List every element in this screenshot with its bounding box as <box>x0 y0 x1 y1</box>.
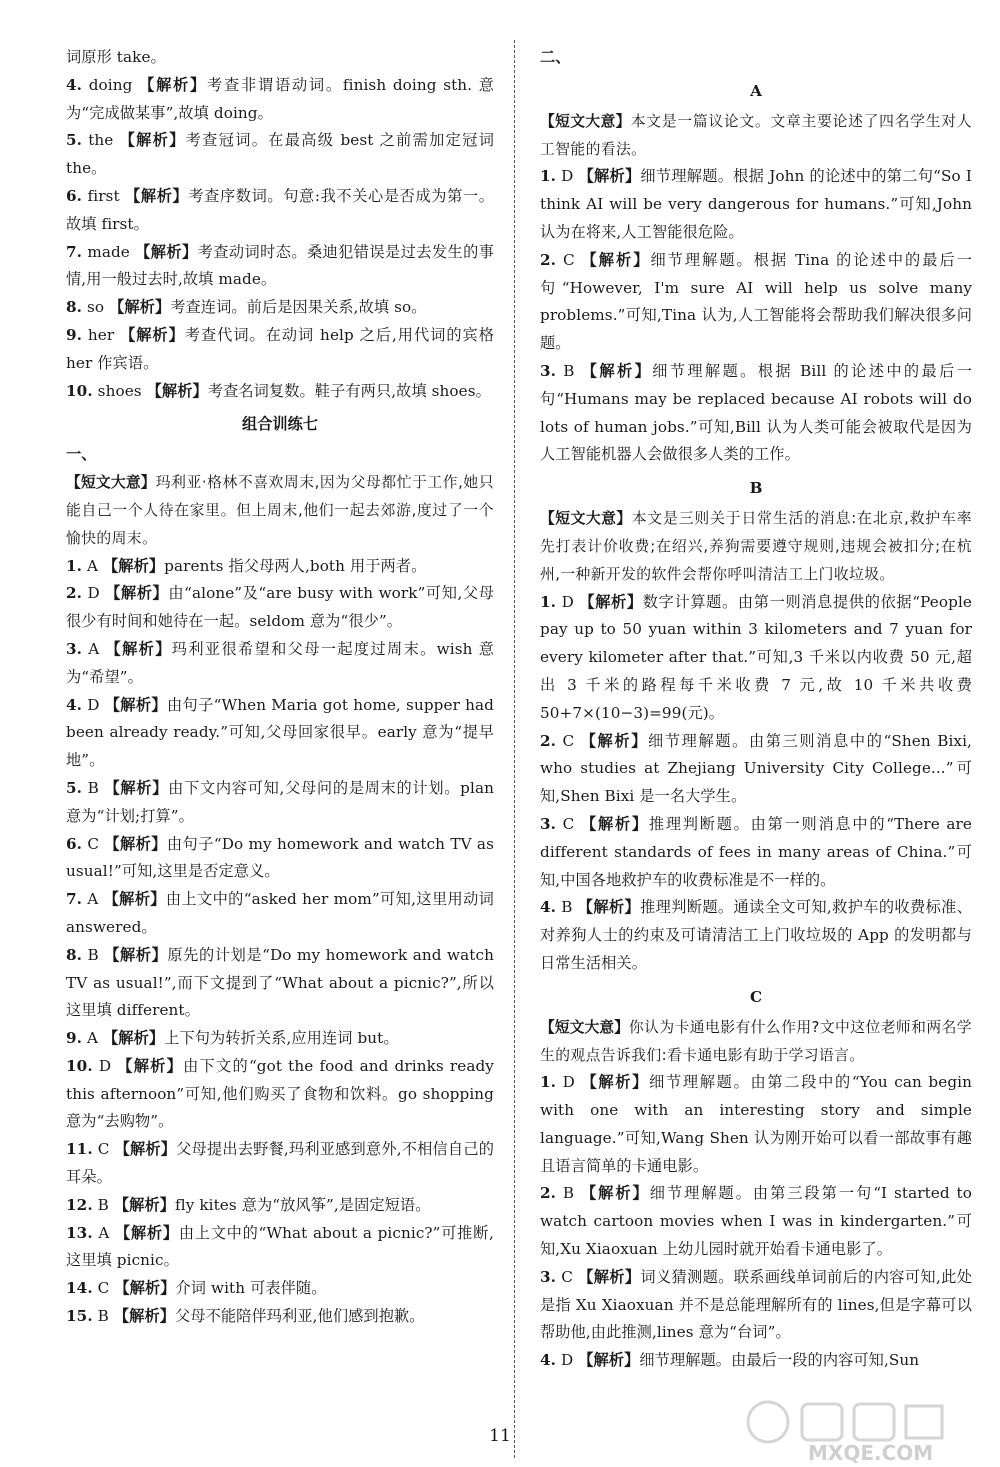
item-number: 6. <box>66 186 83 205</box>
item-explanation: 细节理解题。由第二段中的“You can begin with one with an interesting story and simple language.”可知,Wang Shen 认为刚开始可以看一部故事有趣且语言简单的卡通电影。 <box>540 1073 972 1175</box>
analysis-tag: 【解析】 <box>103 1029 165 1048</box>
item-explanation: 细节理解题。由最后一段的内容可知,Sun <box>639 1351 920 1370</box>
item-answer: B <box>87 945 99 964</box>
item-explanation: 数字计算题。由第一则消息提供的依据“People pay up to 50 yuan within 3 kilometers and 7 yuan for every kilometer after that.”可知,3 千米以内收费 50 元,超出 3 千米的路程每千米收费 7 元,故 10 千米共收费 50+7×(10−3)=99(元)。 <box>540 592 972 722</box>
item-answer: D <box>561 167 574 186</box>
answer-item <box>66 1303 494 1331</box>
answer-item <box>66 1220 494 1276</box>
item-explanation: 考查非谓语动词。finish doing sth. 意为“完成做某事”,故填 doing。 <box>66 75 495 122</box>
answer-item <box>66 553 494 581</box>
section-heading: 组合训练七 <box>242 415 318 434</box>
answer-item <box>66 1136 494 1192</box>
analysis-tag: 【解析】 <box>109 298 171 317</box>
passage-summary <box>540 1014 972 1070</box>
summary-text: 本文是一篇议论文。文章主要论述了四名学生对人工智能的看法。 <box>540 112 972 158</box>
analysis-tag: 【解析】 <box>105 584 169 603</box>
answer-item <box>540 894 972 977</box>
item-answer: C <box>87 834 100 853</box>
item-explanation: 由下文的“got the food and drinks ready this afternoon”可知,他们购买了食物和饮料。go shopping 意为“去购物”。 <box>66 1056 494 1131</box>
item-explanation: 考查连词。前后是因果关系,故填 so。 <box>170 298 427 317</box>
item-number: 10. <box>66 1056 93 1075</box>
item-number: 3. <box>540 361 557 380</box>
item-number: 11. <box>66 1140 93 1159</box>
answer-item <box>540 589 972 728</box>
watermark-box-icon <box>802 1404 842 1440</box>
answer-item <box>66 636 494 692</box>
left-column <box>66 44 494 1331</box>
answer-item <box>66 1025 494 1053</box>
answer-item <box>540 728 972 811</box>
item-number: 1. <box>540 592 557 611</box>
answer-item <box>540 1180 972 1263</box>
answer-item <box>66 692 494 775</box>
analysis-tag: 【解析】 <box>577 898 641 917</box>
item-number: 3. <box>66 639 83 658</box>
page-number: 11 <box>489 1426 511 1446</box>
item-explanation: 由上文中的“What about a picnic?”可推断,这里填 picnic。 <box>66 1223 494 1270</box>
analysis-tag: 【解析】 <box>135 242 198 261</box>
item-explanation: 原先的计划是“Do my homework and watch TV as usual!”,而下文提到了“What about a picnic?”,所以这里填 different。 <box>66 945 494 1020</box>
analysis-tag: 【解析】 <box>581 814 649 833</box>
item-answer: C <box>562 731 575 750</box>
analysis-tag: 【解析】 <box>114 1279 176 1298</box>
item-answer: D <box>561 592 574 611</box>
summary-tag: 【短文大意】 <box>540 510 632 528</box>
analysis-tag: 【解析】 <box>103 556 165 575</box>
summary-text: 本文是三则关于日常生活的消息:在北京,救护车率先打表计价收费;在绍兴,养狗需要遵守规则,违规会被扣分;在杭州,一种新开发的软件会帮你呼叫清洁工上门收垃圾。 <box>540 510 972 583</box>
analysis-tag: 【解析】 <box>115 1223 179 1242</box>
item-number: 7. <box>66 242 83 261</box>
answer-item <box>66 1275 494 1303</box>
item-explanation: 由上文中的“asked her mom”可知,这里用动词 answered。 <box>66 890 494 936</box>
item-explanation: 考查名词复数。鞋子有两只,故填 shoes。 <box>207 381 491 400</box>
item-number: 8. <box>66 945 83 964</box>
item-answer: C <box>562 814 575 833</box>
column-divider <box>514 40 515 1458</box>
item-answer: B <box>562 1184 575 1203</box>
item-answer: D <box>87 584 100 603</box>
item-answer: B <box>87 778 99 797</box>
item-number: 15. <box>66 1307 93 1326</box>
item-explanation: 考查动词时态。桑迪犯错误是过去发生的事情,用一般过去时,故填 made。 <box>66 242 494 289</box>
watermark-box-icon <box>854 1404 894 1440</box>
item-answer: D <box>87 695 100 714</box>
analysis-tag: 【解析】 <box>581 361 653 380</box>
item-answer: A <box>87 890 99 909</box>
analysis-tag: 【解析】 <box>579 592 643 611</box>
answer-item <box>66 1192 494 1220</box>
answer-item <box>66 886 494 942</box>
item-number: 9. <box>66 325 83 344</box>
answer-item <box>540 1069 972 1180</box>
answer-item <box>540 811 972 894</box>
analysis-tag: 【解析】 <box>104 834 167 853</box>
analysis-tag: 【解析】 <box>117 1056 184 1075</box>
summary-tag: 【短文大意】 <box>540 1018 629 1036</box>
analysis-tag: 【解析】 <box>581 1073 650 1092</box>
part-number: 一、 <box>66 445 97 464</box>
passage-summary <box>540 505 972 588</box>
analysis-tag: 【解析】 <box>578 1351 640 1370</box>
answer-item <box>540 1347 972 1375</box>
passage-summary <box>66 469 494 552</box>
item-number: 4. <box>66 695 83 714</box>
part-number: 二、 <box>540 48 571 66</box>
item-explanation: 由“alone”及“are busy with work”可知,父母很少有时间和她待在一起。seldom 意为“很少”。 <box>66 584 494 631</box>
item-answer: her <box>87 325 115 344</box>
analysis-tag: 【解析】 <box>580 731 649 750</box>
analysis-tag: 【解析】 <box>104 695 167 714</box>
item-answer: B <box>97 1195 109 1214</box>
item-explanation: 由下文内容可知,父母问的是周末的计划。plan 意为“计划;打算”。 <box>66 778 494 825</box>
item-number: 14. <box>66 1279 93 1298</box>
analysis-tag: 【解析】 <box>125 186 189 205</box>
analysis-tag: 【解析】 <box>578 1267 641 1286</box>
answer-item <box>66 239 494 295</box>
item-number: 2. <box>540 731 557 750</box>
item-number: 2. <box>66 584 83 603</box>
item-number: 6. <box>66 834 83 853</box>
section-heading: B <box>749 479 763 498</box>
item-explanation: 考查冠词。在最高级 best 之前需加定冠词 the。 <box>66 131 494 178</box>
item-answer: doing <box>88 75 133 94</box>
passage-summary <box>540 108 972 164</box>
watermark-domain: MXQE.COM <box>808 1441 934 1464</box>
analysis-tag: 【解析】 <box>114 1140 177 1159</box>
answer-item <box>66 942 494 1025</box>
right-column <box>540 44 972 1375</box>
item-answer: D <box>562 1073 575 1092</box>
item-number: 10. <box>66 381 93 400</box>
answer-item <box>66 1053 494 1136</box>
answer-item <box>66 322 494 378</box>
summary-text: 你认为卡通电影有什么作用?文中这位老师和两名学生的观点告诉我们:看卡通电影有助于学习语言。 <box>540 1018 972 1064</box>
item-number: 5. <box>66 778 83 797</box>
item-number: 4. <box>66 75 83 94</box>
item-answer: B <box>561 898 573 917</box>
item-number: 5. <box>66 131 83 150</box>
item-explanation: 父母不能陪伴玛利亚,他们感到抱歉。 <box>175 1307 425 1326</box>
item-number: 1. <box>540 1073 557 1092</box>
item-number: 8. <box>66 298 83 317</box>
item-explanation: 由句子“Do my homework and watch TV as usual!”可知,这里是否定意义。 <box>66 834 494 881</box>
item-number: 3. <box>540 1267 557 1286</box>
item-number: 4. <box>540 898 557 917</box>
analysis-tag: 【解析】 <box>578 167 641 186</box>
item-number: 7. <box>66 890 83 909</box>
item-explanation: parents 指父母两人,both 用于两者。 <box>164 556 427 575</box>
answer-item <box>66 378 494 406</box>
answer-item <box>540 358 972 469</box>
item-answer: C <box>97 1279 110 1298</box>
analysis-tag: 【解析】 <box>146 381 208 400</box>
answer-item <box>66 183 494 239</box>
analysis-tag: 【解析】 <box>139 75 208 94</box>
item-number: 4. <box>540 1351 557 1370</box>
item-number: 12. <box>66 1195 93 1214</box>
item-explanation: 词义猜测题。联系画线单词前后的内容可知,此处是指 Xu Xiaoxuan 并不是总能理解所有的 lines,但是字幕可以帮助他,由此推测,lines 意为“台词”。 <box>540 1267 972 1342</box>
item-number: 2. <box>540 250 557 269</box>
watermark-logo <box>738 1392 990 1464</box>
item-explanation: 玛利亚很希望和父母一起度过周末。wish 意为“希望”。 <box>66 639 494 686</box>
item-number: 3. <box>540 814 557 833</box>
item-number: 1. <box>540 167 557 186</box>
item-answer: A <box>87 1029 99 1048</box>
item-answer: D <box>561 1351 574 1370</box>
answer-item <box>66 580 494 636</box>
summary-tag: 【短文大意】 <box>540 112 631 130</box>
answer-item <box>66 72 494 128</box>
item-answer: C <box>562 250 575 269</box>
item-answer: A <box>88 639 100 658</box>
analysis-tag: 【解析】 <box>581 250 651 269</box>
analysis-tag: 【解析】 <box>580 1184 650 1203</box>
answer-item <box>66 294 494 322</box>
answer-item <box>66 775 494 831</box>
item-explanation: 上下句为转折关系,应用连词 but。 <box>164 1029 399 1048</box>
answer-item <box>66 831 494 887</box>
item-answer: made <box>87 242 130 261</box>
item-explanation: 考查序数词。句意:我不关心是否成为第一。故填 first。 <box>66 186 494 233</box>
analysis-tag: 【解析】 <box>120 325 185 344</box>
continued-text: 词原形 take。 <box>66 48 166 66</box>
item-explanation: 细节理解题。由第三则消息中的“Shen Bixi, who studies at Zhejiang University City College...”可知,Shen Bixi 是一名大学生。 <box>540 731 972 806</box>
analysis-tag: 【解析】 <box>113 1307 176 1326</box>
item-explanation: 细节理解题。由第三段第一句“I started to watch cartoon movies when I was in kindergarten.”可知,Xu Xiaoxuan 上幼儿园时就开始看卡通电影了。 <box>540 1184 972 1259</box>
item-number: 13. <box>66 1223 93 1242</box>
item-explanation: 细节理解题。根据 John 的论述中的第二句“So I think AI will be very dangerous for humans.”可知,John 认为在将来,人工智能很危险。 <box>540 167 972 241</box>
item-answer: C <box>97 1140 110 1159</box>
item-explanation: 细节理解题。根据 Bill 的论述中的最后一句“Humans may be replaced because AI robots will do lots of human jobs.”可知,Bill 认为人类可能会被取代是因为人工智能机器人会做很多人类的工作。 <box>540 361 972 464</box>
section-heading: C <box>749 987 763 1006</box>
item-answer: the <box>88 131 114 150</box>
analysis-tag: 【解析】 <box>113 1195 176 1214</box>
answer-item <box>540 1264 972 1347</box>
item-number: 2. <box>540 1184 557 1203</box>
item-answer: C <box>561 1267 573 1286</box>
analysis-tag: 【解析】 <box>104 778 169 797</box>
watermark-box-icon <box>906 1406 942 1438</box>
item-answer: B <box>563 361 575 380</box>
item-answer: so <box>87 298 105 317</box>
analysis-tag: 【解析】 <box>119 131 186 150</box>
analysis-tag: 【解析】 <box>105 639 172 658</box>
answer-item <box>540 163 972 246</box>
item-number: 1. <box>66 556 83 575</box>
item-explanation: 考查代词。在动词 help 之后,用代词的宾格 her 作宾语。 <box>66 325 494 372</box>
item-number: 9. <box>66 1029 83 1048</box>
item-explanation: 推理判断题。由第一则消息中的“There are different standards of fees in many areas of China.”可知,中国各地救护车的收费标准是不一样的。 <box>540 814 972 889</box>
summary-tag: 【短文大意】 <box>66 474 156 492</box>
item-answer: A <box>98 1223 110 1242</box>
analysis-tag: 【解析】 <box>103 890 166 909</box>
item-answer: B <box>97 1307 109 1326</box>
analysis-tag: 【解析】 <box>104 945 168 964</box>
item-answer: first <box>87 186 120 205</box>
item-answer: D <box>98 1056 112 1075</box>
item-explanation: 推理判断题。通读全文可知,救护车的收费标准、对养狗人士的约束及可请清洁工上门收垃圾的 App 的发明都与日常生活相关。 <box>540 898 972 972</box>
watermark-circle-icon <box>748 1402 788 1442</box>
answer-item <box>66 127 494 183</box>
item-explanation: 介词 with 可表伴随。 <box>175 1279 327 1298</box>
summary-text: 玛利亚·格林不喜欢周末,因为父母都忙于工作,她只能自己一个人待在家里。但上周末,他们一起去郊游,度过了一个愉快的周末。 <box>66 474 494 547</box>
item-answer: shoes <box>97 381 142 400</box>
item-explanation: 由句子“When Maria got home, supper had been already ready.”可知,父母回家很早。early 意为“提早地”。 <box>66 695 494 770</box>
section-heading: A <box>750 81 762 100</box>
item-explanation: fly kites 意为“放风筝”,是固定短语。 <box>175 1195 431 1214</box>
item-explanation: 细节理解题。根据 Tina 的论述中的最后一句“However, I'm sure AI will help us solve many problems.”可知,Tina 认为,人工智能将会帮助我们解决很多问题。 <box>540 250 972 353</box>
item-answer: A <box>87 556 99 575</box>
answer-item <box>540 247 972 358</box>
item-explanation: 父母提出去野餐,玛利亚感到意外,不相信自己的耳朵。 <box>66 1140 495 1187</box>
